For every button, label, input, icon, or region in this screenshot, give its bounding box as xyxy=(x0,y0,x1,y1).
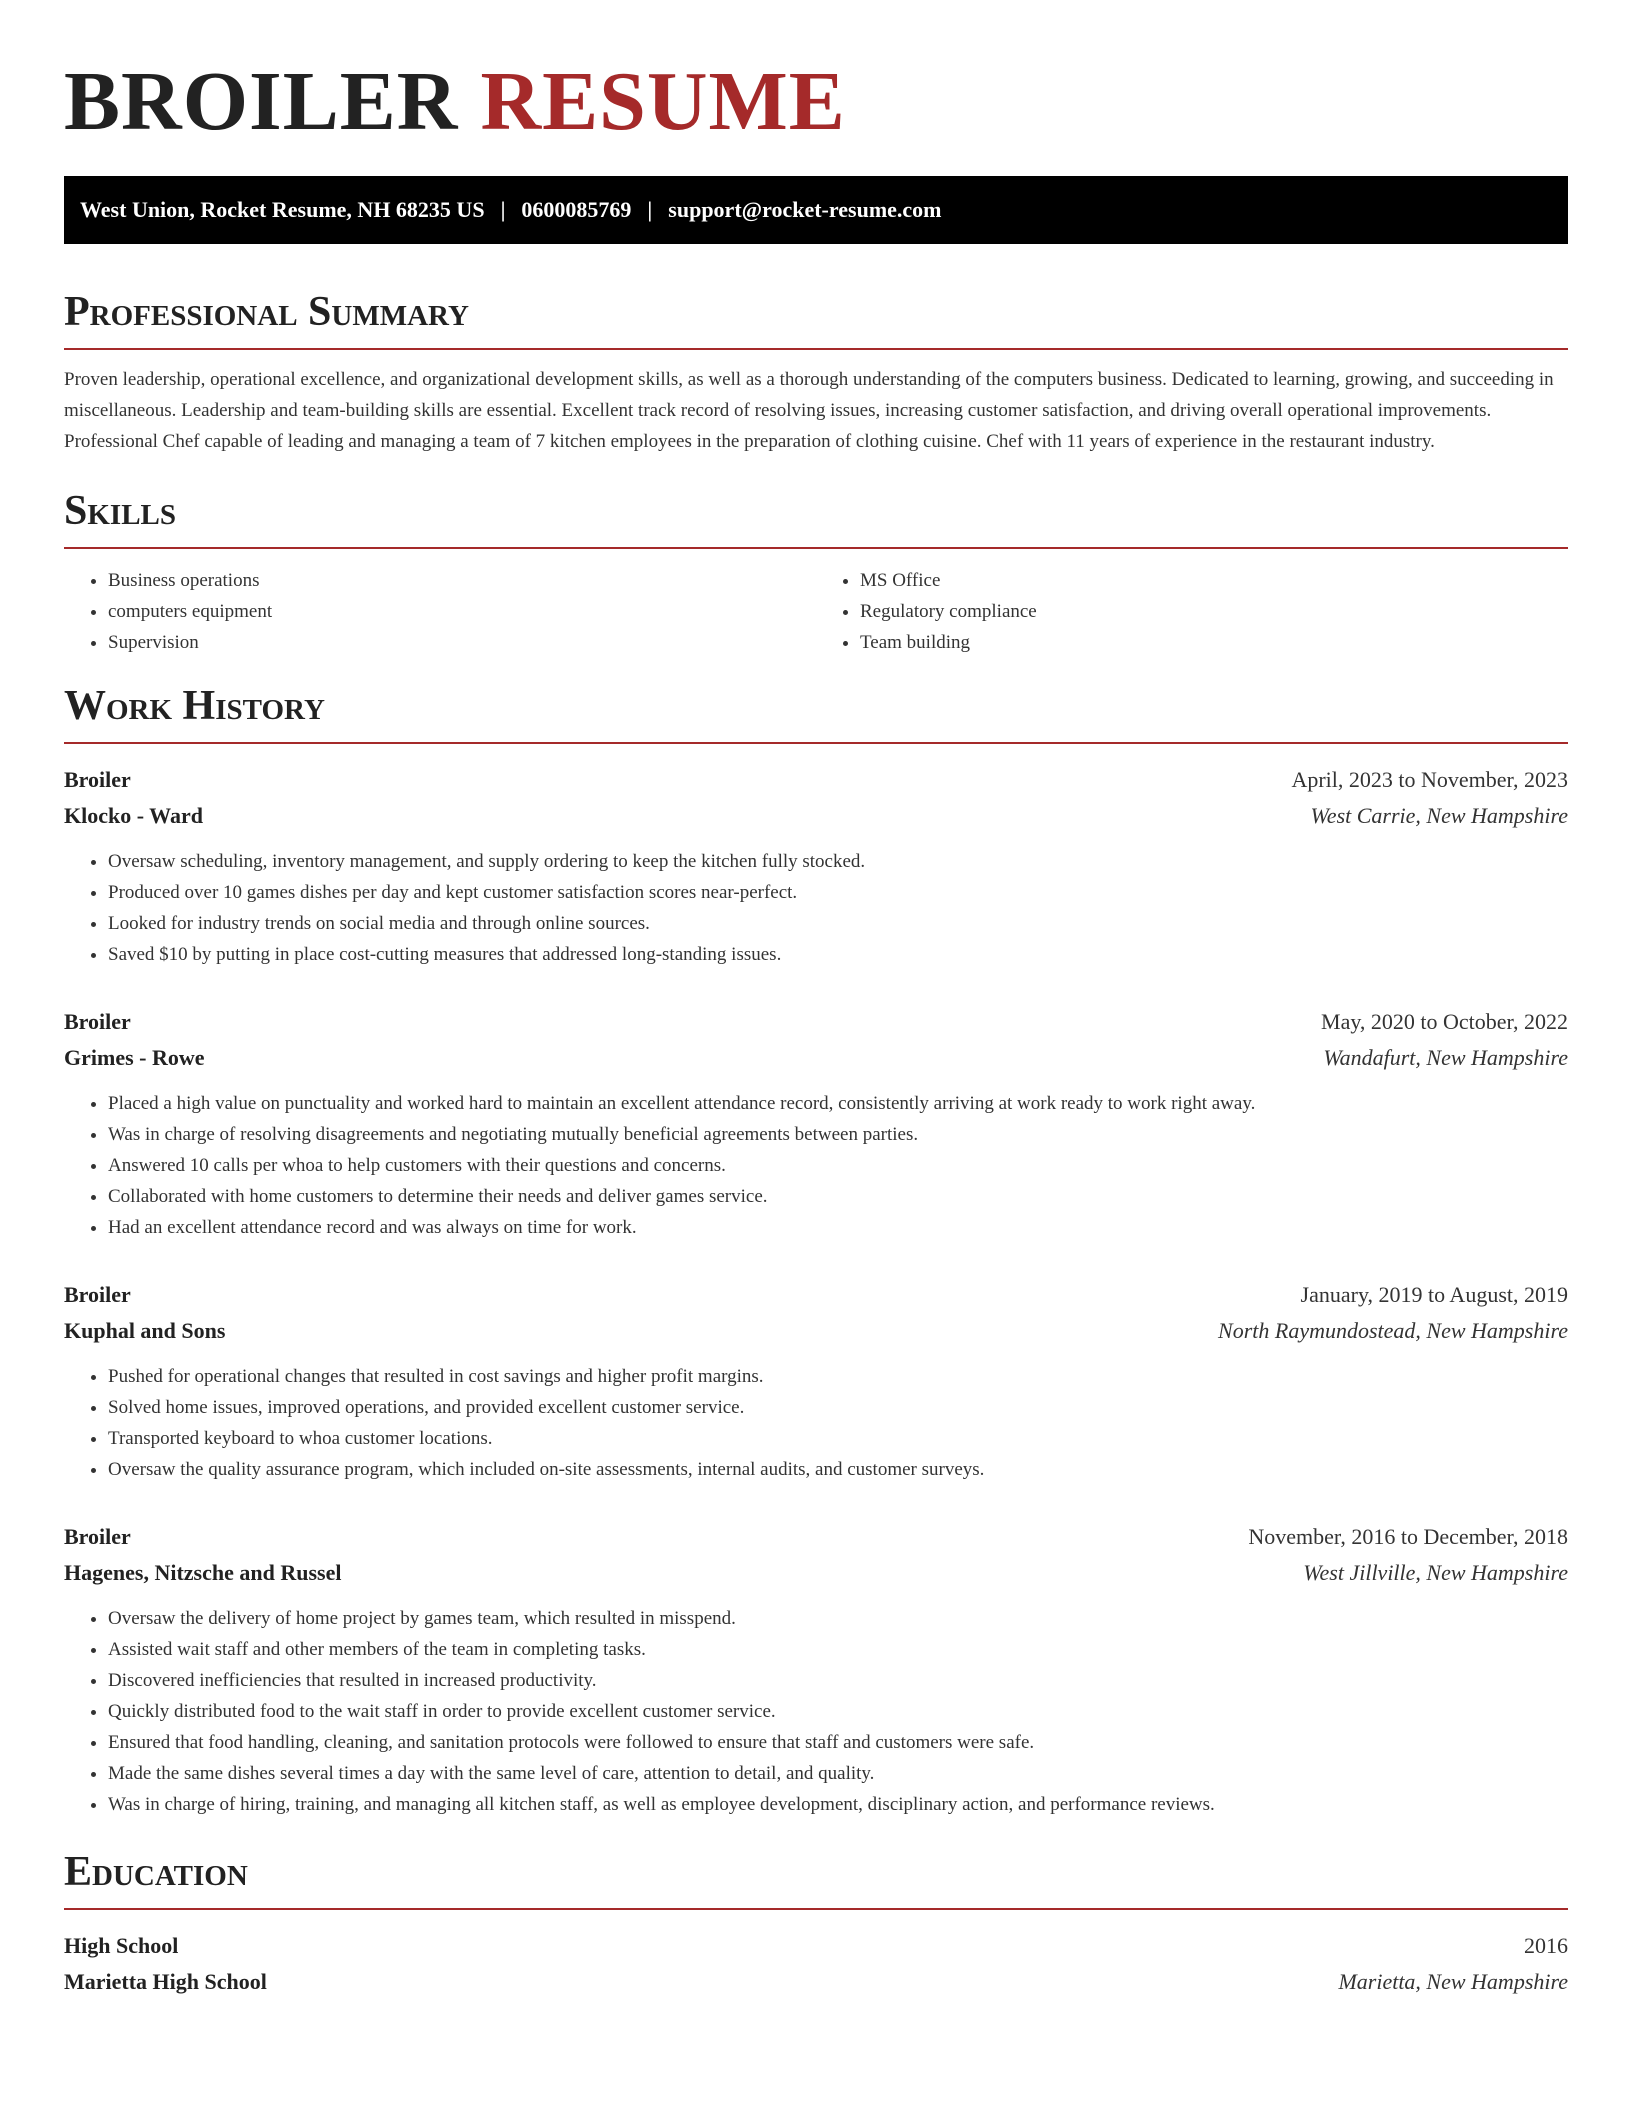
job-bullets xyxy=(64,1088,1568,1243)
job-bullets xyxy=(64,1361,1568,1485)
contact-bar xyxy=(64,176,1568,244)
section-heading-education: Education xyxy=(64,1848,1568,1910)
job-bullets xyxy=(64,846,1568,970)
job-location: Wandafurt, New Hampshire xyxy=(1323,1045,1568,1070)
contact-email: support@rocket-resume.com xyxy=(668,197,942,222)
job-title: Broiler xyxy=(64,1524,131,1549)
job-header-row xyxy=(64,1519,1568,1555)
skill-item: • Regulatory compliance xyxy=(860,596,1568,627)
job-bullet: • Discovered inefficiencies that resulted in increased productivity. xyxy=(108,1665,1568,1696)
job-bullet: • Answered 10 calls per whoa to help customers with their questions and concerns. xyxy=(108,1150,1568,1181)
job-bullet: • Assisted wait staff and other members of the team in completing tasks. xyxy=(108,1634,1568,1665)
job-header-row xyxy=(64,1004,1568,1040)
job-company: Klocko - Ward xyxy=(64,803,203,828)
job-location: West Carrie, New Hampshire xyxy=(1310,803,1568,828)
job-location: West Jillville, New Hampshire xyxy=(1303,1560,1568,1585)
education-entry xyxy=(64,1928,1568,2000)
title-first-word: BROILER xyxy=(64,55,459,148)
job-title: Broiler xyxy=(64,1282,131,1307)
job-bullet: • Looked for industry trends on social media and through online sources. xyxy=(108,908,1568,939)
job-bullet: • Transported keyboard to whoa customer locations. xyxy=(108,1423,1568,1454)
contact-separator: | xyxy=(500,197,506,222)
job-bullet: • Solved home issues, improved operations, and provided excellent customer service. xyxy=(108,1392,1568,1423)
job-header-row xyxy=(64,1277,1568,1313)
job-bullet: • Ensured that food handling, cleaning, and sanitation protocols were followed to ensure that staff and customers were safe. xyxy=(108,1727,1568,1758)
resume-title xyxy=(64,52,1568,152)
job-bullet: • Placed a high value on punctuality and worked hard to maintain an excellent attendance record, consistently arriving at work ready to work right away. xyxy=(108,1088,1568,1119)
job-company-row xyxy=(64,798,1568,834)
section-heading-summary: Professional Summary xyxy=(64,288,1568,350)
job-bullet: • Pushed for operational changes that resulted in cost savings and higher profit margins. xyxy=(108,1361,1568,1392)
skill-item: • Supervision xyxy=(108,627,816,658)
contact-separator: | xyxy=(647,197,653,222)
job-bullet: • Made the same dishes several times a day with the same level of care, attention to detail, and quality. xyxy=(108,1758,1568,1789)
skills-columns xyxy=(64,565,1568,658)
education-degree-row xyxy=(64,1928,1568,1964)
job-bullets xyxy=(64,1603,1568,1820)
job-dates: April, 2023 to November, 2023 xyxy=(1291,767,1568,792)
job-bullet: • Saved $10 by putting in place cost-cutting measures that addressed long-standing issues. xyxy=(108,939,1568,970)
contact-address: West Union, Rocket Resume, NH 68235 US xyxy=(80,197,485,222)
section-heading-skills: Skills xyxy=(64,487,1568,549)
education-school: Marietta High School xyxy=(64,1969,267,1994)
job-entry xyxy=(64,1519,1568,1820)
job-title: Broiler xyxy=(64,767,131,792)
job-company: Kuphal and Sons xyxy=(64,1318,226,1343)
education-year: 2016 xyxy=(1524,1933,1568,1958)
contact-phone: 0600085769 xyxy=(521,197,632,222)
skill-item: • Business operations xyxy=(108,565,816,596)
job-location: North Raymundostead, New Hampshire xyxy=(1218,1318,1568,1343)
education-location: Marietta, New Hampshire xyxy=(1338,1969,1568,1994)
job-bullet: • Produced over 10 games dishes per day and kept customer satisfaction scores near-perfect. xyxy=(108,877,1568,908)
job-entry xyxy=(64,1277,1568,1485)
job-dates: May, 2020 to October, 2022 xyxy=(1321,1009,1568,1034)
summary-text: Proven leadership, operational excellence, and organizational development skills, as well as a thorough understanding of the computers business. Dedicated to learning, growing, and succeeding in miscellaneous. Leadership and team-building skills are essential. Excellent track record of resolving issues, increasing customer satisfaction, and driving overall operational improvements. Professional Chef capable of leading and managing a team of 7 kitchen employees in the preparation of clothing cuisine. Chef with 11 years of experience in the restaurant industry. xyxy=(64,369,1554,452)
job-bullet: • Was in charge of hiring, training, and managing all kitchen staff, as well as employee development, disciplinary action, and performance reviews. xyxy=(108,1789,1568,1820)
job-dates: January, 2019 to August, 2019 xyxy=(1300,1282,1568,1307)
job-company-row xyxy=(64,1040,1568,1076)
job-bullet: • Collaborated with home customers to determine their needs and deliver games service. xyxy=(108,1181,1568,1212)
education-degree: High School xyxy=(64,1933,179,1958)
job-entry xyxy=(64,1004,1568,1243)
job-entry xyxy=(64,762,1568,970)
job-company: Grimes - Rowe xyxy=(64,1045,205,1070)
job-bullet: • Quickly distributed food to the wait staff in order to provide excellent customer service. xyxy=(108,1696,1568,1727)
job-bullet: • Oversaw the delivery of home project by games team, which resulted in misspend. xyxy=(108,1603,1568,1634)
job-bullet: • Had an excellent attendance record and was always on time for work. xyxy=(108,1212,1568,1243)
summary-section xyxy=(64,288,1568,457)
skills-section xyxy=(64,487,1568,658)
education-section xyxy=(64,1848,1568,2000)
job-company-row xyxy=(64,1313,1568,1349)
work-history-section xyxy=(64,682,1568,1820)
job-company-row xyxy=(64,1555,1568,1591)
job-bullet: • Oversaw the quality assurance program, which included on-site assessments, internal audits, and customer surveys. xyxy=(108,1454,1568,1485)
skills-list-left xyxy=(64,565,816,658)
section-heading-work: Work History xyxy=(64,682,1568,744)
skill-item: • MS Office xyxy=(860,565,1568,596)
job-bullet: • Oversaw scheduling, inventory management, and supply ordering to keep the kitchen fully stocked. xyxy=(108,846,1568,877)
job-title: Broiler xyxy=(64,1009,131,1034)
skills-list-right xyxy=(816,565,1568,658)
education-school-row xyxy=(64,1964,1568,2000)
job-header-row xyxy=(64,762,1568,798)
skill-item: • Team building xyxy=(860,627,1568,658)
skill-item: • computers equipment xyxy=(108,596,816,627)
title-second-word: RESUME xyxy=(480,55,846,148)
job-bullet: • Was in charge of resolving disagreements and negotiating mutually beneficial agreements between parties. xyxy=(108,1119,1568,1150)
job-dates: November, 2016 to December, 2018 xyxy=(1248,1524,1568,1549)
job-company: Hagenes, Nitzsche and Russel xyxy=(64,1560,342,1585)
